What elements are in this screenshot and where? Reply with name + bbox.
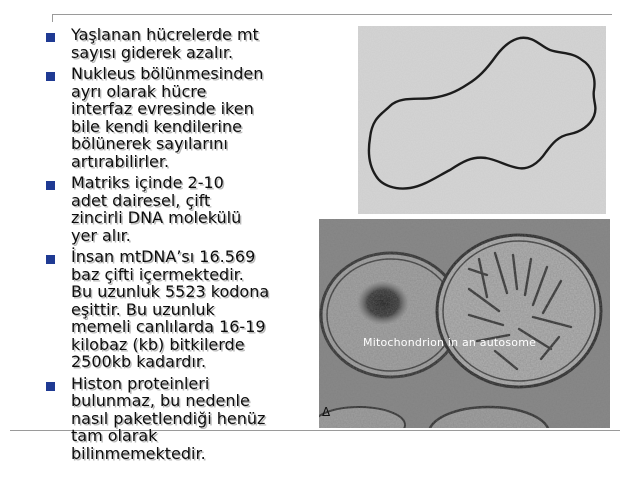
bullet-line: İnsan mtDNA’sı 16.569 — [71, 247, 256, 266]
square-bullet-icon — [46, 33, 55, 42]
bullet-line: yer alır. — [71, 225, 131, 245]
bullet-text — [71, 65, 316, 170]
bullet-line: eşittir. Bu uzunluk — [71, 299, 215, 319]
bullet-item — [46, 26, 316, 61]
bullet-item — [46, 375, 316, 463]
bullet-line: baz çifti içermektedir. — [71, 264, 244, 284]
bullet-line: interfaz evresinde iken — [71, 99, 254, 118]
bullet-line: Matriks içinde 2-10 — [71, 173, 224, 192]
mitochondrion-micrograph — [319, 219, 610, 428]
bullet-line: memeli canlılarda 16-19 — [71, 317, 266, 336]
bullet-line: artırabilirler. — [71, 151, 170, 171]
bullet-item — [46, 65, 316, 170]
bullet-line: ayrı olarak hücre — [71, 81, 207, 101]
top-rule — [52, 14, 612, 15]
bullet-text — [71, 248, 316, 371]
bullet-line: bilinmemektedir. — [71, 443, 206, 463]
bullet-line: nasıl paketlendiği henüz — [71, 408, 266, 428]
bullet-item — [46, 174, 316, 244]
bullet-line: Yaşlanan hücrelerde mt — [71, 25, 259, 44]
bullet-line: bölünerek sayılarını — [71, 134, 228, 153]
bullet-line: kilobaz (kb) bitkilerde — [71, 334, 245, 354]
bullet-line: tam olarak — [71, 426, 158, 445]
square-bullet-icon — [46, 382, 55, 391]
bullet-line: 2500kb kadardır. — [71, 352, 207, 371]
bullet-line: bulunmaz, bu nedenle — [71, 391, 250, 410]
bullet-text — [71, 375, 316, 463]
bullet-line: zincirli DNA molekülü — [71, 208, 242, 227]
figure-caption: Mitochondrion in an autosome — [363, 336, 537, 349]
bullet-text — [71, 174, 316, 244]
top-rule-tick — [52, 14, 53, 22]
bullet-line: bile kendi kendilerine — [71, 116, 242, 136]
bullet-text — [71, 26, 316, 61]
bullet-line: Histon proteinleri — [71, 373, 210, 393]
bullet-list — [46, 26, 316, 466]
square-bullet-icon — [46, 255, 55, 264]
bullet-item — [46, 248, 316, 371]
bullet-line: Bu uzunluk 5523 kodona — [71, 282, 270, 301]
bullet-line: Nukleus bölünmesinden — [71, 64, 264, 83]
bullet-line: adet dairesel, çift — [71, 190, 211, 210]
bullet-line: sayısı giderek azalır. — [71, 42, 234, 62]
mtdna-micrograph — [358, 26, 606, 214]
figure-mark: Δ — [322, 405, 331, 419]
square-bullet-icon — [46, 72, 55, 81]
square-bullet-icon — [46, 181, 55, 190]
